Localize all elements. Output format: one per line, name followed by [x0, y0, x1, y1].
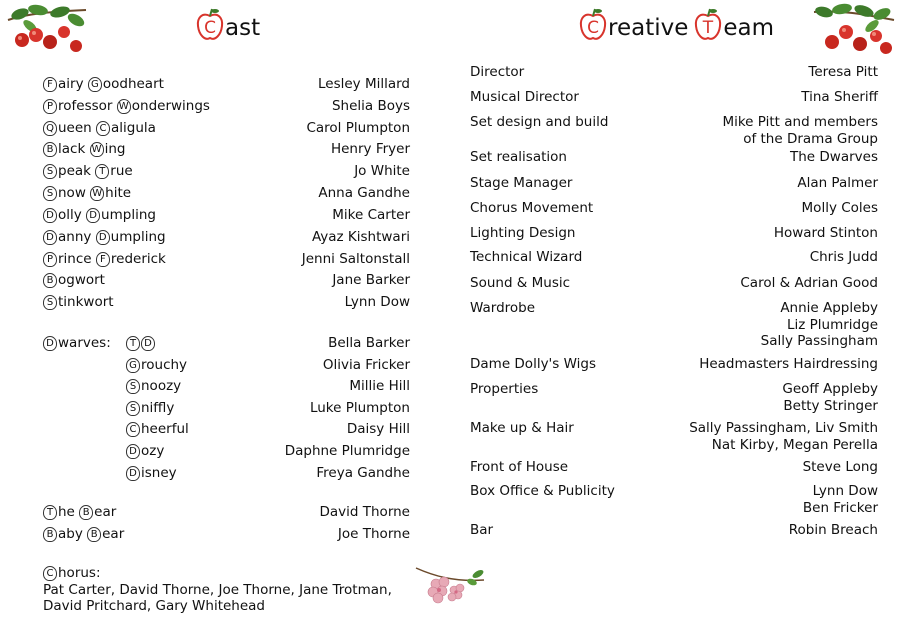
apple-initial-icon: D — [126, 466, 140, 481]
creative-role-person: Annie Appleby Liz Plumridge Sally Passingham — [760, 300, 878, 349]
cast-actor: Luke Plumpton — [309, 400, 410, 416]
cast-actor: Henry Fryer — [330, 141, 410, 157]
role-name-part: anny — [58, 229, 96, 245]
cast-actor: Carol Plumpton — [306, 120, 410, 136]
creative-role-label: Sound & Music — [470, 275, 571, 291]
apple-initial-icon: Q — [43, 121, 57, 136]
cast-actor: Jenni Saltonstall — [301, 251, 410, 267]
role-name-part: onderwings — [131, 98, 210, 114]
apple-initial-icon: T — [43, 505, 57, 520]
cast-role — [43, 163, 133, 180]
cast-actor: Jo White — [354, 163, 410, 179]
creative-role-person: Lynn Dow Ben Fricker — [802, 483, 878, 516]
creative-role-person: Molly Coles — [801, 200, 878, 216]
role-name — [126, 443, 164, 459]
apple-letter-icon — [694, 8, 722, 42]
role-name — [43, 526, 124, 542]
cast-actor: Ayaz Kishtwari — [311, 229, 410, 245]
apple-initial-icon: S — [126, 401, 140, 416]
apple-initial-icon: C — [96, 121, 110, 136]
creative-role-label: Set design and build — [470, 114, 609, 130]
cast-role — [43, 272, 105, 289]
role-name-part: lack — [58, 141, 90, 157]
dwarves-label-text: warves: — [58, 335, 111, 351]
blossom-branch-image — [414, 562, 488, 610]
role-name-part: isney — [141, 465, 177, 481]
cast-role — [43, 526, 124, 543]
apple-initial-icon: G — [88, 77, 102, 92]
cast-role — [126, 465, 177, 482]
role-name-part: peak — [58, 163, 96, 179]
apple-initial-icon: D — [126, 444, 140, 459]
cast-role — [43, 141, 125, 158]
cast-actor: David Thorne — [319, 504, 410, 520]
apple-initial-icon: W — [90, 142, 104, 157]
creative-role-person: Howard Stinton — [773, 225, 878, 241]
role-name-part: oodheart — [102, 76, 164, 92]
chorus-members-line1: Pat Carter, David Thorne, Joe Thorne, Jane Trotman, — [43, 582, 392, 598]
role-name-part: rofessor — [58, 98, 117, 114]
cast-role — [43, 294, 114, 311]
role-name-part: rue — [110, 163, 133, 179]
role-name-part: ozy — [141, 443, 165, 459]
cast-role — [126, 443, 164, 460]
role-name-part: rederick — [110, 251, 166, 267]
apple-initial-icon: G — [126, 358, 140, 373]
cast-actor: Olivia Fricker — [322, 357, 410, 373]
role-name — [43, 504, 116, 520]
apple-initial-icon: B — [43, 273, 57, 288]
cast-actor: Joe Thorne — [337, 526, 410, 542]
creative-role-person: Chris Judd — [809, 249, 878, 265]
role-name-part: rouchy — [141, 357, 188, 373]
apple-initial-icon: D — [43, 208, 57, 223]
cast-actor: Anna Gandhe — [318, 185, 410, 201]
role-name-part: aligula — [111, 120, 156, 136]
creative-role-label: Properties — [470, 381, 539, 397]
apple-initial-icon: B — [79, 505, 93, 520]
creative-team-heading — [579, 8, 774, 42]
role-name-part: noozy — [141, 378, 182, 394]
cast-role — [126, 357, 187, 374]
apple-initial-icon: S — [43, 295, 57, 310]
creative-role-person: Steve Long — [802, 459, 878, 475]
role-name — [43, 185, 131, 201]
creative-role-label: Set realisation — [470, 149, 567, 165]
cast-actor: Millie Hill — [349, 378, 410, 394]
creative-role-person: Alan Palmer — [797, 175, 878, 191]
role-name-part: umpling — [110, 229, 166, 245]
cast-role — [43, 251, 166, 268]
dwarves-label — [43, 335, 111, 352]
svg-text:C: C — [204, 18, 216, 38]
cast-actor: Daisy Hill — [346, 421, 410, 437]
cast-actor: Jane Barker — [332, 272, 410, 288]
role-name-part: now — [58, 185, 91, 201]
creative-role-person: Geoff Appleby Betty Stringer — [782, 381, 878, 414]
cast-role — [126, 421, 189, 438]
creative-role-label: Wardrobe — [470, 300, 536, 316]
role-name — [126, 335, 156, 351]
apple-initial-icon: F — [43, 77, 57, 92]
creative-role-person: Carol & Adrian Good — [740, 275, 878, 291]
apple-initial-icon: C — [126, 422, 140, 437]
role-name — [43, 141, 125, 157]
role-name-part: tinkwort — [58, 294, 114, 310]
apple-initial-icon: D — [86, 208, 100, 223]
role-name — [43, 120, 156, 136]
svg-text:T: T — [703, 18, 714, 38]
chorus-label-text: horus: — [58, 565, 101, 581]
apple-initial-icon: C — [43, 566, 57, 581]
apple-initial-icon: B — [43, 527, 57, 542]
role-name — [43, 251, 166, 267]
cast-heading-text: ast — [225, 15, 261, 41]
chorus-label — [43, 565, 101, 582]
apple-initial-icon: D — [43, 230, 57, 245]
role-name — [126, 465, 177, 481]
chorus-members-line2: David Pritchard, Gary Whitehead — [43, 598, 266, 614]
creative-role-label: Chorus Movement — [470, 200, 594, 216]
apple-initial-icon: P — [43, 252, 57, 267]
role-name-part: ear — [102, 526, 125, 542]
apple-initial-icon: S — [43, 164, 57, 179]
apple-initial-icon: T — [95, 164, 109, 179]
svg-text:C: C — [587, 18, 599, 38]
creative-role-person: Robin Breach — [788, 522, 878, 538]
role-name — [126, 378, 181, 394]
role-name-part: he — [58, 504, 80, 520]
creative-role-person: Mike Pitt and members of the Drama Group — [722, 114, 878, 147]
apple-initial-icon: T — [126, 336, 140, 351]
role-name — [43, 272, 105, 288]
apple-letter-icon — [196, 8, 224, 42]
creative-role-person: The Dwarves — [790, 149, 878, 165]
cast-heading — [196, 8, 260, 42]
role-name-part: ing — [104, 141, 126, 157]
creative-heading-word2: eam — [723, 15, 775, 41]
apple-initial-icon: D — [43, 336, 57, 351]
cast-actor: Bella Barker — [328, 335, 410, 351]
cast-role — [43, 98, 210, 115]
cast-role — [43, 229, 166, 246]
cast-role — [43, 120, 156, 137]
role-name — [126, 421, 189, 437]
apple-initial-icon: S — [43, 186, 57, 201]
creative-role-label: Dame Dolly's Wigs — [470, 356, 597, 372]
role-name — [43, 229, 166, 245]
role-name-part: niffly — [141, 400, 175, 416]
apple-initial-icon: W — [90, 186, 104, 201]
creative-role-label: Technical Wizard — [470, 249, 583, 265]
cast-role — [43, 76, 164, 93]
apple-letter-icon — [579, 8, 607, 42]
cast-role — [43, 504, 116, 521]
cast-actor: Shelia Boys — [331, 98, 410, 114]
role-name-part: ueen — [58, 120, 97, 136]
role-name-part: aby — [58, 526, 88, 542]
role-name — [43, 76, 164, 92]
role-name-part: airy — [58, 76, 88, 92]
apple-branch-right-image — [812, 2, 896, 60]
role-name-part: hite — [105, 185, 132, 201]
apple-initial-icon: W — [117, 99, 131, 114]
apple-initial-icon: D — [96, 230, 110, 245]
cast-actor: Lesley Millard — [317, 76, 410, 92]
role-name — [43, 294, 114, 310]
creative-role-label: Box Office & Publicity — [470, 483, 615, 499]
apple-initial-icon: D — [141, 336, 155, 351]
cast-role — [126, 335, 156, 352]
role-name-part: ogwort — [58, 272, 105, 288]
role-name — [126, 400, 174, 416]
role-name — [43, 98, 210, 114]
creative-role-person: Teresa Pitt — [808, 64, 878, 80]
creative-heading-word1: reative — [608, 15, 689, 41]
apple-initial-icon: B — [43, 142, 57, 157]
role-name-part: heerful — [141, 421, 189, 437]
creative-role-person: Tina Sheriff — [801, 89, 878, 105]
apple-initial-icon: S — [126, 379, 140, 394]
creative-role-label: Musical Director — [470, 89, 579, 105]
cast-actor: Lynn Dow — [344, 294, 410, 310]
creative-role-label: Director — [470, 64, 525, 80]
creative-role-label: Bar — [470, 522, 494, 538]
apple-initial-icon: B — [87, 527, 101, 542]
creative-role-label: Stage Manager — [470, 175, 573, 191]
role-name — [43, 163, 133, 179]
cast-actor: Freya Gandhe — [316, 465, 410, 481]
role-name-part: ear — [94, 504, 117, 520]
creative-role-label: Lighting Design — [470, 225, 576, 241]
role-name — [126, 357, 187, 373]
creative-role-person: Sally Passingham, Liv Smith Nat Kirby, Megan Perella — [689, 420, 878, 453]
apple-initial-icon: F — [96, 252, 110, 267]
cast-actor: Daphne Plumridge — [284, 443, 410, 459]
cast-actor: Mike Carter — [332, 207, 410, 223]
apple-initial-icon: P — [43, 99, 57, 114]
creative-role-label: Front of House — [470, 459, 569, 475]
cast-role — [43, 207, 156, 224]
role-name-part: umpling — [101, 207, 156, 223]
cast-role — [126, 378, 181, 395]
cast-role — [126, 400, 174, 417]
cast-role — [43, 185, 131, 202]
role-name-part: olly — [58, 207, 87, 223]
creative-role-person: Headmasters Hairdressing — [699, 356, 878, 372]
creative-role-label: Make up & Hair — [470, 420, 574, 436]
apple-branch-left-image — [6, 2, 90, 60]
role-name — [43, 207, 156, 223]
role-name-part: rince — [58, 251, 96, 267]
